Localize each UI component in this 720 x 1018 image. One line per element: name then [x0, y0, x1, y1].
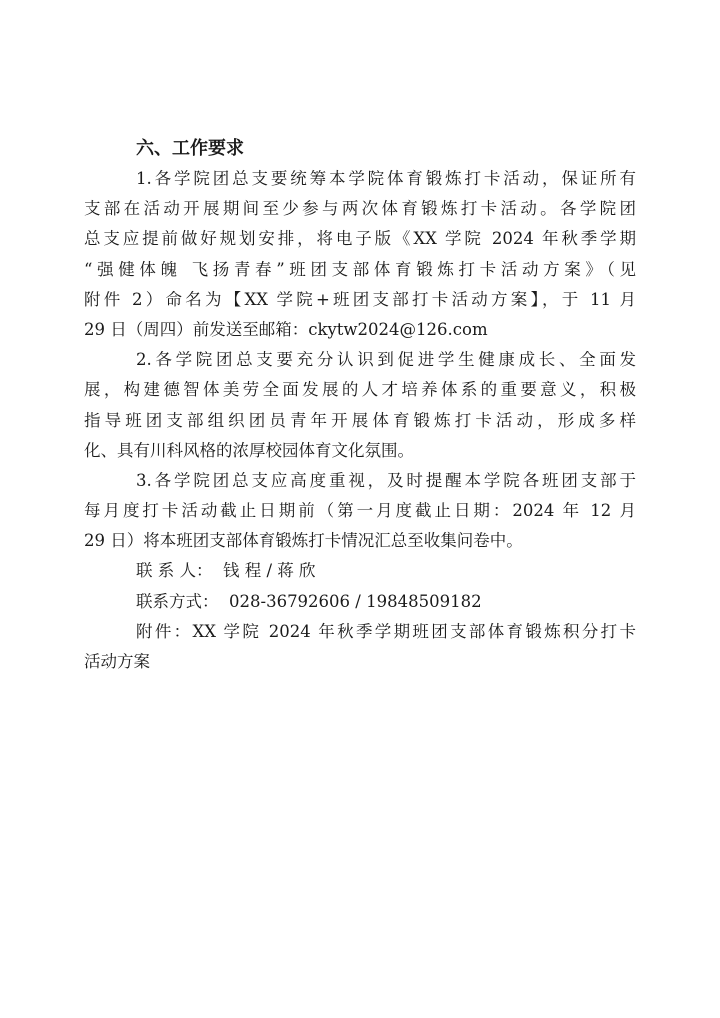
- requirement-paragraph-2: [84, 345, 636, 466]
- paragraph-line: “强健体魄 飞扬青春”班团支部体育锻炼打卡活动方案》（见: [84, 259, 636, 279]
- section-heading: 六、工作要求: [136, 138, 244, 159]
- attachment-line: 附件：XX 学院 2024 年秋季学期班团支部体育锻炼积分打卡: [136, 621, 636, 641]
- contact-block: [84, 556, 636, 616]
- paragraph-line: 每月度打卡活动截止日期前（第一月度截止日期：2024 年 12 月: [84, 501, 636, 521]
- paragraph-line: 指导班团支部组织团员青年开展体育锻炼打卡活动，形成多样: [84, 410, 636, 430]
- contact-phone-line: [84, 587, 636, 617]
- paragraph-line: 展，构建德智体美劳全面发展的人才培养体系的重要意义，积极: [84, 380, 636, 400]
- paragraph-line: 3.各学院团总支应高度重视，及时提醒本学院各班团支部于: [136, 470, 636, 490]
- paragraph-line: 29 日（周四）前发送至邮箱：ckytw2024@126.com: [84, 319, 488, 339]
- paragraph-line: 总支应提前做好规划安排，将电子版《XX 学院 2024 年秋季学期: [84, 229, 636, 249]
- paragraph-line: 附件 2）命名为【XX 学院+班团支部打卡活动方案】，于 11 月: [84, 289, 636, 309]
- contact-person-value: 钱 程 / 蒋 欣: [223, 561, 316, 581]
- contact-phone-label: 联系方式：: [136, 591, 219, 611]
- paragraph-line: 1.各学院团总支要统筹本学院体育锻炼打卡活动，保证所有: [136, 169, 636, 188]
- requirement-paragraph-3: [84, 466, 636, 557]
- contact-phone-value: 028-36792606 / 19848509182: [229, 591, 482, 611]
- attachment-note: [84, 617, 636, 677]
- requirement-paragraph-1: [84, 164, 636, 345]
- contact-person-line: [84, 556, 636, 586]
- attachment-line: 活动方案: [84, 652, 150, 671]
- paragraph-line: 化、具有川科风格的浓厚校园体育文化氛围。: [84, 440, 414, 460]
- document-body: [84, 134, 636, 677]
- paragraph-line: 29 日）将本班团支部体育锻炼打卡情况汇总至收集问卷中。: [84, 531, 523, 551]
- paragraph-line: 支部在活动开展期间至少参与两次体育锻炼打卡活动。各学院团: [84, 199, 636, 219]
- contact-person-label: 联 系 人：: [136, 561, 213, 581]
- paragraph-line: 2.各学院团总支要充分认识到促进学生健康成长、全面发: [136, 350, 636, 370]
